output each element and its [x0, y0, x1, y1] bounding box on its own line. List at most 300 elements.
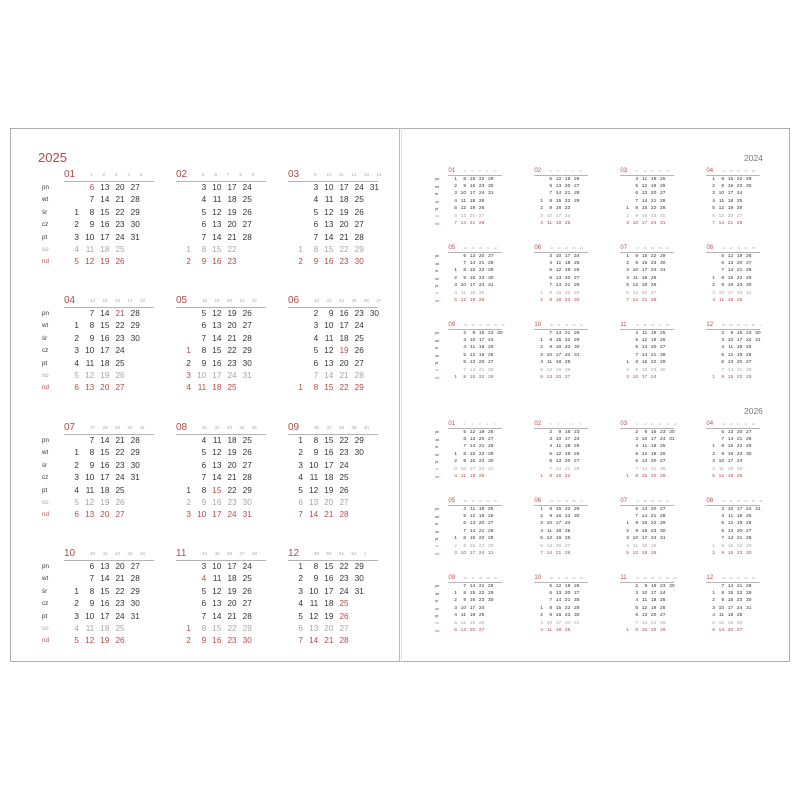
- right-2026-m01-day-cell: 18: [469, 474, 476, 480]
- right-2026-m02-day-cell: 18: [564, 444, 571, 450]
- right-2024-m01-day-cell: 18: [469, 198, 476, 204]
- right-2024-m11-day-cell: 2: [626, 367, 629, 373]
- left-m05-day-cell: 21: [227, 333, 237, 343]
- right-2024-m03-day-cell: 14: [641, 198, 648, 204]
- left-m09-day-cell: 27: [339, 498, 349, 507]
- right-2024-m12-day-cell: 4: [721, 345, 725, 351]
- right-2026-m06-day-cell: 1: [540, 506, 543, 512]
- right-2024-m10-day-cell: 13: [546, 375, 553, 381]
- right-2024-m11-day-cell: 16: [641, 367, 648, 373]
- right-2026-m02-day-cell: 3: [549, 437, 553, 443]
- right-2026-m02-day-cell: 11: [556, 444, 562, 450]
- right-2024-m08-day-cell: 3: [712, 290, 715, 296]
- right-2026-m04-day-cell: 20: [736, 429, 743, 435]
- right-2024-m11-day-cell: 1: [626, 360, 629, 366]
- right-2024-m03-month-number: 03: [620, 168, 628, 175]
- right-2026-m08-week-number: 36: [759, 500, 763, 503]
- right-2024-m08-day-cell: 26: [746, 253, 752, 259]
- right-2026-m12-week-number: 50: [729, 577, 733, 580]
- right-2024-m01-day-cell: 22: [478, 176, 485, 182]
- left-m09-day-cell: 9: [313, 448, 319, 458]
- right-2026-m11-day-cell: 10: [641, 591, 648, 597]
- right-2024-m01-day-cell: 3: [454, 191, 457, 197]
- right-2026-m10-day-cell: 19: [564, 583, 571, 589]
- left-m11-day-cell: 25: [242, 574, 252, 584]
- right-2026-m01-week-number: 3: [478, 423, 481, 426]
- right-2026-m09-day-cell: 12: [460, 620, 467, 626]
- right-2024-m08-day-cell: 17: [727, 290, 734, 296]
- right-2024-m12-day-cell: 29: [746, 375, 752, 381]
- right-2024-m09-day-cell: 19: [478, 352, 485, 358]
- right-2026-m09-day-cell: 18: [469, 613, 476, 619]
- right-2026-m09-week-number: 37: [471, 577, 475, 580]
- left-m10-day-cell: 14: [100, 574, 110, 584]
- left-m05-day-cell: 10: [197, 371, 207, 380]
- right-2024-m10-day-cell: 29: [574, 338, 580, 344]
- left-m01-day-label: nd: [42, 258, 49, 266]
- left-m08-day-cell: 2: [186, 498, 191, 507]
- left-m03-day-cell: 8: [313, 245, 319, 254]
- right-2026-m09-day-cell: 4: [454, 613, 457, 619]
- right-2024-m07-day-cell: 9: [635, 261, 639, 267]
- left-m03-week-number: 13: [363, 172, 369, 177]
- left-m06-day-cell: 28: [354, 371, 364, 380]
- right-2026-m06-day-cell: 16: [555, 514, 562, 520]
- right-2024-m01-day-cell: 31: [488, 191, 494, 197]
- right-2026-m01-day-label: wt: [435, 437, 439, 442]
- right-2026-m07-month-number: 07: [620, 498, 628, 505]
- right-2024-m10-day-cell: 21: [564, 330, 571, 336]
- right-2024-m11-day-cell: 25: [660, 330, 666, 336]
- right-2026-m12-day-cell: 27: [736, 628, 743, 634]
- right-2024-m04-day-cell: 21: [727, 221, 734, 227]
- right-2024-m04-day-cell: 9: [721, 184, 725, 190]
- left-m11-day-cell: 10: [212, 562, 222, 571]
- left-m12-day-cell: 29: [354, 562, 364, 571]
- right-2026-m02-day-cell: 1: [540, 474, 543, 480]
- right-2026-m01-day-label: śr: [435, 445, 439, 450]
- right-2024-m12-day-cell: 6: [721, 360, 725, 366]
- right-2026-m03-week-number: 10: [643, 423, 647, 426]
- left-m10-day-cell: 24: [115, 611, 125, 621]
- right-2024-m04-day-cell: 13: [718, 213, 725, 219]
- right-2024-m02-day-cell: 25: [564, 221, 571, 227]
- spine-fold: [399, 128, 400, 662]
- left-m09-week-number: 36: [314, 425, 320, 430]
- right-2024-m12-day-cell: 12: [727, 352, 734, 358]
- right-2024-m09-day-cell: 12: [469, 352, 476, 358]
- right-2024-m06-day-cell: 11: [556, 261, 562, 267]
- left-m01-day-cell: 30: [130, 220, 140, 230]
- right-2024-m01-week-number: 4: [486, 170, 488, 173]
- right-2026-m09-week-number: 40: [493, 577, 497, 580]
- right-2026-m11-day-cell: 1: [626, 628, 629, 634]
- left-m06-day-cell: 11: [324, 333, 334, 343]
- right-2026-m09-day-label: pt: [435, 613, 439, 618]
- right-2026-m04-day-cell: 13: [727, 429, 734, 435]
- left-m01-day-cell: 5: [74, 257, 79, 267]
- left-m06-month-rule: [288, 307, 378, 308]
- left-m04-day-label: cz: [42, 347, 49, 355]
- left-m09-day-cell: 26: [339, 485, 349, 495]
- left-m10-day-cell: 1: [74, 586, 79, 596]
- right-2026-m06-day-cell: 2: [540, 514, 543, 520]
- left-m02-day-cell: 20: [227, 220, 237, 230]
- right-2026-m08-day-cell: 17: [736, 506, 743, 512]
- right-2026-m10-week-number: 42: [564, 577, 569, 580]
- right-2024-m03-day-cell: 24: [650, 221, 657, 227]
- right-2024-m05-day-cell: 9: [463, 275, 467, 281]
- right-2024-m04-day-cell: 12: [718, 206, 725, 212]
- right-2024-m02-day-cell: 18: [555, 221, 562, 227]
- left-m06-day-cell: 30: [369, 309, 379, 318]
- right-2024-m03-day-cell: 9: [635, 213, 639, 219]
- left-m07-day-cell: 17: [100, 473, 110, 483]
- right-2026-m07-day-cell: 27: [660, 506, 666, 512]
- right-2024-m03-day-cell: 31: [660, 221, 666, 227]
- right-2026-m03-day-cell: 6: [635, 459, 639, 465]
- right-2024-m08-day-cell: 24: [736, 290, 743, 296]
- right-2026-m11-day-cell: 22: [650, 628, 657, 634]
- right-2024-m02-day-cell: 23: [564, 206, 571, 212]
- left-m01-day-cell: 8: [89, 207, 95, 217]
- right-2024-m09-day-label: śr: [435, 346, 439, 351]
- left-m05-day-cell: 6: [201, 321, 207, 331]
- right-2026-m08-day-cell: 27: [746, 528, 752, 534]
- left-m08-day-cell: 14: [212, 473, 222, 483]
- right-2024-m06-week-number: 26: [579, 247, 583, 250]
- right-2026-m09-day-cell: 20: [469, 628, 476, 634]
- right-2026-m12-day-cell: 4: [712, 613, 715, 619]
- right-2026-m11-day-cell: 17: [650, 591, 657, 597]
- right-2026-m06-day-cell: 18: [555, 528, 562, 534]
- right-2026-m02-month-number: 02: [534, 421, 542, 428]
- left-m12-day-cell: 4: [298, 599, 303, 609]
- right-2024-m04-week-number: 18: [751, 170, 755, 173]
- right-2026-m02-day-cell: 14: [555, 466, 562, 472]
- right-2026-m06-day-cell: 7: [540, 551, 543, 557]
- left-m05-day-cell: 18: [212, 383, 222, 393]
- left-m02-day-cell: 13: [212, 220, 222, 230]
- right-2024-m05-day-cell: 21: [478, 261, 485, 267]
- right-2024-m06-day-cell: 20: [564, 275, 571, 281]
- right-2024-m09-day-cell: 18: [478, 345, 485, 351]
- left-m05-day-cell: 27: [242, 321, 252, 331]
- left-m11-day-cell: 5: [201, 586, 207, 596]
- left-m07-day-cell: 25: [115, 485, 125, 495]
- left-m01-day-cell: 4: [74, 245, 79, 254]
- left-m11-day-cell: 27: [242, 599, 252, 609]
- right-2024-m04-day-cell: 5: [712, 206, 715, 212]
- right-2026-m02-day-cell: 24: [574, 437, 580, 443]
- right-2026-m08-week-number: 31: [722, 500, 726, 503]
- left-m06-month-number: 06: [288, 295, 300, 306]
- right-2024-m12-month-number: 12: [706, 322, 714, 329]
- right-2026-m01-day-cell: 27: [488, 437, 494, 443]
- right-2026-m05-day-cell: 4: [463, 506, 467, 512]
- left-m07-day-cell: 19: [100, 498, 110, 507]
- right-2026-m05-day-cell: 31: [488, 551, 494, 557]
- right-2026-m10-week-number: 40: [550, 577, 554, 580]
- right-2024-m01-day-cell: 21: [469, 221, 476, 227]
- left-m02-day-cell: 2: [186, 257, 191, 267]
- right-2026-m03-week-number: 13: [665, 423, 669, 426]
- right-2026-m07-day-cell: 12: [632, 551, 639, 557]
- right-2024-m09-day-cell: 5: [463, 352, 467, 358]
- left-m03-day-cell: 5: [313, 207, 319, 217]
- right-2026-m12-day-cell: 22: [736, 591, 743, 597]
- right-2026-m01-day-cell: 9: [463, 459, 467, 465]
- left-m05-day-cell: 8: [201, 346, 207, 356]
- right-2026-m06-week-number: 23: [550, 500, 554, 503]
- right-2024-m09-day-cell: 2: [463, 330, 467, 336]
- right-2026-m05-day-cell: 1: [454, 536, 457, 542]
- right-2024-m09-day-cell: 26: [488, 352, 494, 358]
- left-m11-day-cell: 11: [212, 574, 222, 584]
- right-2026-m07-day-cell: 6: [635, 506, 639, 512]
- right-2026-m11-day-cell: 16: [650, 583, 657, 589]
- left-m11-week-number: 48: [251, 551, 257, 556]
- right-2026-m08-month-number: 08: [706, 498, 714, 505]
- right-2024-m11-day-cell: 8: [635, 360, 639, 366]
- left-m04-day-cell: 20: [100, 383, 110, 393]
- right-2024-m05-day-cell: 16: [469, 275, 476, 281]
- right-2024-m09-day-cell: 23: [488, 330, 494, 336]
- right-2026-m10-week-number: 41: [557, 577, 561, 580]
- right-2024-m10-day-cell: 25: [564, 360, 571, 366]
- right-2024-m07-day-cell: 31: [660, 268, 666, 274]
- right-2026-m10-day-cell: 30: [574, 613, 580, 619]
- left-m04-day-cell: 13: [85, 383, 95, 393]
- left-m07-day-cell: 10: [85, 473, 95, 483]
- right-2024-m09-month-number: 09: [448, 322, 456, 329]
- right-2024-m07-day-cell: 29: [660, 253, 666, 259]
- left-m03-week-number: 9: [314, 172, 317, 177]
- right-2026-m09-day-label: śr: [435, 599, 439, 604]
- left-m07-day-cell: 31: [130, 473, 140, 483]
- right-2026-m05-week-number: 21: [486, 500, 490, 503]
- right-2026-m05-day-cell: 2: [454, 543, 457, 549]
- right-2024-m11-day-cell: 21: [650, 352, 657, 358]
- right-2026-m12-day-cell: 9: [721, 598, 725, 604]
- left-m11-day-cell: 8: [201, 624, 207, 633]
- left-m01-day-cell: 27: [130, 183, 140, 192]
- right-2026-m10-day-cell: 27: [574, 591, 580, 597]
- left-m01-day-cell: 29: [130, 207, 140, 217]
- right-2026-m03-day-cell: 25: [660, 444, 666, 450]
- right-2024-m08-day-cell: 18: [727, 298, 734, 304]
- right-2024-m09-day-cell: 27: [488, 360, 494, 366]
- right-2024-m02-week-number: 5: [550, 170, 552, 173]
- right-2024-m07-day-cell: 28: [650, 298, 657, 304]
- right-2026-m03-day-cell: 1: [626, 474, 629, 480]
- right-2026-m05-day-label: cz: [435, 529, 439, 534]
- right-2026-m05-day-cell: 11: [470, 506, 476, 512]
- right-2024-m07-day-cell: 20: [641, 290, 648, 296]
- right-2026-m05-day-cell: 22: [478, 536, 485, 542]
- left-m08-day-cell: 4: [201, 436, 207, 445]
- left-m09-day-cell: 10: [309, 460, 319, 470]
- right-2026-m03-week-number: 11: [650, 423, 654, 426]
- right-2024-m12-day-cell: 1: [712, 375, 715, 381]
- left-m01-day-cell: 31: [130, 232, 140, 242]
- left-m01-day-cell: 18: [100, 245, 110, 254]
- right-2026-m01-day-cell: 11: [461, 474, 467, 480]
- right-2024-m08-day-cell: 30: [746, 283, 752, 289]
- left-m01-day-label: wt: [42, 196, 49, 204]
- right-2026-m12-day-cell: 10: [718, 605, 725, 611]
- right-2026-m05-day-cell: 3: [454, 551, 457, 557]
- right-2024-m08-day-cell: 4: [712, 298, 715, 304]
- left-m03-day-cell: 29: [354, 245, 364, 254]
- right-2024-m07-day-cell: 30: [660, 261, 666, 267]
- right-2024-m08-day-cell: 5: [721, 253, 725, 259]
- right-2024-m08-week-number: 35: [751, 247, 755, 250]
- right-2026-m09-day-cell: 7: [463, 583, 467, 589]
- left-m04-day-cell: 23: [115, 333, 125, 343]
- left-m08-day-cell: 13: [212, 460, 222, 470]
- right-2024-m02-day-cell: 20: [564, 184, 571, 190]
- left-m06-week-number: 26: [363, 298, 369, 303]
- left-m10-month-rule: [64, 560, 154, 561]
- right-2026-m06-month-number: 06: [534, 498, 542, 505]
- right-2024-m06-day-cell: 29: [574, 290, 580, 296]
- left-m05-day-cell: 22: [227, 346, 237, 356]
- left-m09-week-number: 37: [326, 425, 332, 430]
- left-m05-day-cell: 30: [242, 358, 252, 368]
- left-m02-month-number: 02: [176, 169, 188, 180]
- left-m03-day-cell: 28: [354, 232, 364, 242]
- right-2026-m01-day-cell: 15: [469, 451, 476, 457]
- right-2026-m06-day-cell: 3: [540, 521, 543, 527]
- right-2026-m06-day-cell: 14: [546, 551, 553, 557]
- right-2024-m05-day-cell: 18: [469, 290, 476, 296]
- right-2024-m05-week-number: 22: [493, 247, 497, 250]
- right-2024-m02-day-cell: 15: [555, 198, 562, 204]
- left-m07-day-cell: 18: [100, 485, 110, 495]
- right-2024-m05-day-cell: 11: [461, 290, 467, 296]
- left-m04-week-number: 17: [127, 298, 133, 303]
- right-2026-m09-day-cell: 27: [478, 628, 485, 634]
- right-2026-m01-day-cell: 12: [469, 429, 476, 435]
- right-2026-m08-day-cell: 8: [721, 543, 725, 549]
- right-2024-m11-day-cell: 23: [650, 367, 657, 373]
- right-2024-m10-day-cell: 18: [555, 360, 562, 366]
- left-m12-day-cell: 26: [339, 611, 349, 621]
- left-m07-day-cell: 7: [89, 436, 95, 445]
- right-2024-m04-day-cell: 29: [746, 176, 752, 182]
- left-m01-day-cell: 24: [115, 232, 125, 242]
- right-2026-m03-week-number: 9: [636, 423, 638, 426]
- right-2024-m07-day-cell: 11: [633, 275, 639, 281]
- left-m10-day-cell: 30: [130, 599, 140, 609]
- right-2026-m09-week-number: 38: [478, 577, 483, 580]
- right-2026-m03-day-cell: 19: [650, 451, 657, 457]
- right-2024-m04-day-cell: 16: [727, 184, 734, 190]
- left-m06-week-number: 25: [351, 298, 357, 303]
- right-2026-m07-week-number: 30: [658, 500, 662, 503]
- left-m10-day-cell: 31: [130, 611, 140, 621]
- right-2026-m09-week-number: 36: [464, 577, 468, 580]
- right-2024-m06-week-number: 24: [564, 247, 569, 250]
- left-m07-day-cell: 28: [130, 436, 140, 445]
- right-2026-m01-day-cell: 14: [469, 444, 476, 450]
- right-2026-m01-day-cell: 1: [454, 451, 457, 457]
- left-m08-day-cell: 23: [227, 498, 237, 507]
- right-2024-m02-day-cell: 17: [555, 213, 562, 219]
- right-2024-m10-day-cell: 15: [555, 338, 562, 344]
- right-2026-m10-day-cell: 24: [564, 620, 571, 626]
- right-2024-m01-day-cell: 27: [478, 213, 485, 219]
- left-m08-week-number: 35: [251, 425, 257, 430]
- right-2024-m01-day-cell: 28: [478, 221, 485, 227]
- left-m03-day-cell: 17: [339, 183, 349, 192]
- right-2024-m05-day-cell: 10: [460, 283, 467, 289]
- right-2024-m02-day-cell: 14: [555, 191, 562, 197]
- right-2024-m02-day-cell: 21: [564, 191, 571, 197]
- right-2026-m10-day-cell: 14: [555, 598, 562, 604]
- right-2024-m03-day-cell: 27: [660, 191, 666, 197]
- left-m12-day-cell: 9: [313, 574, 319, 584]
- right-2024-m01-day-cell: 24: [478, 191, 485, 197]
- right-2026-m05-day-label: wt: [435, 514, 439, 519]
- right-2024-m04-day-cell: 26: [736, 206, 743, 212]
- right-2024-m11-day-cell: 17: [641, 375, 648, 381]
- right-2026-m07-day-cell: 11: [633, 543, 639, 549]
- right-2024-m01-week-number: 5: [493, 170, 496, 173]
- left-m01-week-number: 1: [90, 172, 93, 177]
- right-2024-m11-week-number: 48: [665, 324, 669, 327]
- right-2026-m05-day-cell: 5: [463, 514, 467, 520]
- right-2026-m12-week-number: 52: [744, 577, 748, 580]
- left-m04-week-number: 18: [139, 298, 145, 303]
- right-2024-m08-day-cell: 27: [746, 261, 752, 267]
- left-m11-day-cell: 7: [201, 611, 207, 621]
- right-2024-m01-day-cell: 20: [469, 213, 476, 219]
- right-2026-m06-day-cell: 21: [555, 551, 562, 557]
- left-m09-week-number: 39: [351, 425, 357, 430]
- left-m10-day-cell: 4: [74, 624, 79, 633]
- right-2026-m07-day-cell: 3: [626, 536, 629, 542]
- right-2026-m01-day-cell: 26: [488, 429, 494, 435]
- left-m02-day-cell: 14: [212, 232, 222, 242]
- right-2026-m01-day-label: pt: [435, 459, 439, 464]
- left-m02-day-cell: 16: [212, 257, 222, 267]
- left-m06-day-cell: 25: [354, 333, 364, 343]
- left-m12-day-cell: 27: [339, 624, 349, 633]
- left-m10-day-cell: 11: [85, 624, 95, 633]
- left-m07-day-cell: 2: [74, 460, 79, 470]
- right-2024-m11-day-cell: 22: [650, 360, 657, 366]
- right-2026-m04-day-cell: 22: [736, 444, 743, 450]
- right-2024-m12-week-number: 51: [744, 324, 748, 327]
- right-2026-m08-day-cell: 1: [712, 543, 715, 549]
- right-2026-m11-week-number: 47: [658, 577, 662, 580]
- right-2026-m07-day-cell: 14: [641, 514, 648, 520]
- right-2024-m10-day-cell: 28: [574, 330, 580, 336]
- right-2024-m12-day-cell: 18: [736, 345, 743, 351]
- left-m11-month-rule: [176, 560, 266, 561]
- right-2024-m06-week-number: 25: [572, 247, 576, 250]
- right-2026-m04-day-cell: 11: [719, 466, 725, 472]
- right-2024-m07-day-cell: 21: [641, 298, 648, 304]
- right-2024-m01-day-cell: 23: [478, 184, 485, 190]
- right-2026-m06-day-cell: 22: [564, 506, 571, 512]
- left-m05-day-cell: 9: [201, 358, 207, 368]
- right-2026-m08-day-cell: 24: [746, 506, 752, 512]
- left-m11-day-cell: 29: [242, 624, 252, 633]
- right-2024-m01-day-cell: 6: [454, 213, 457, 219]
